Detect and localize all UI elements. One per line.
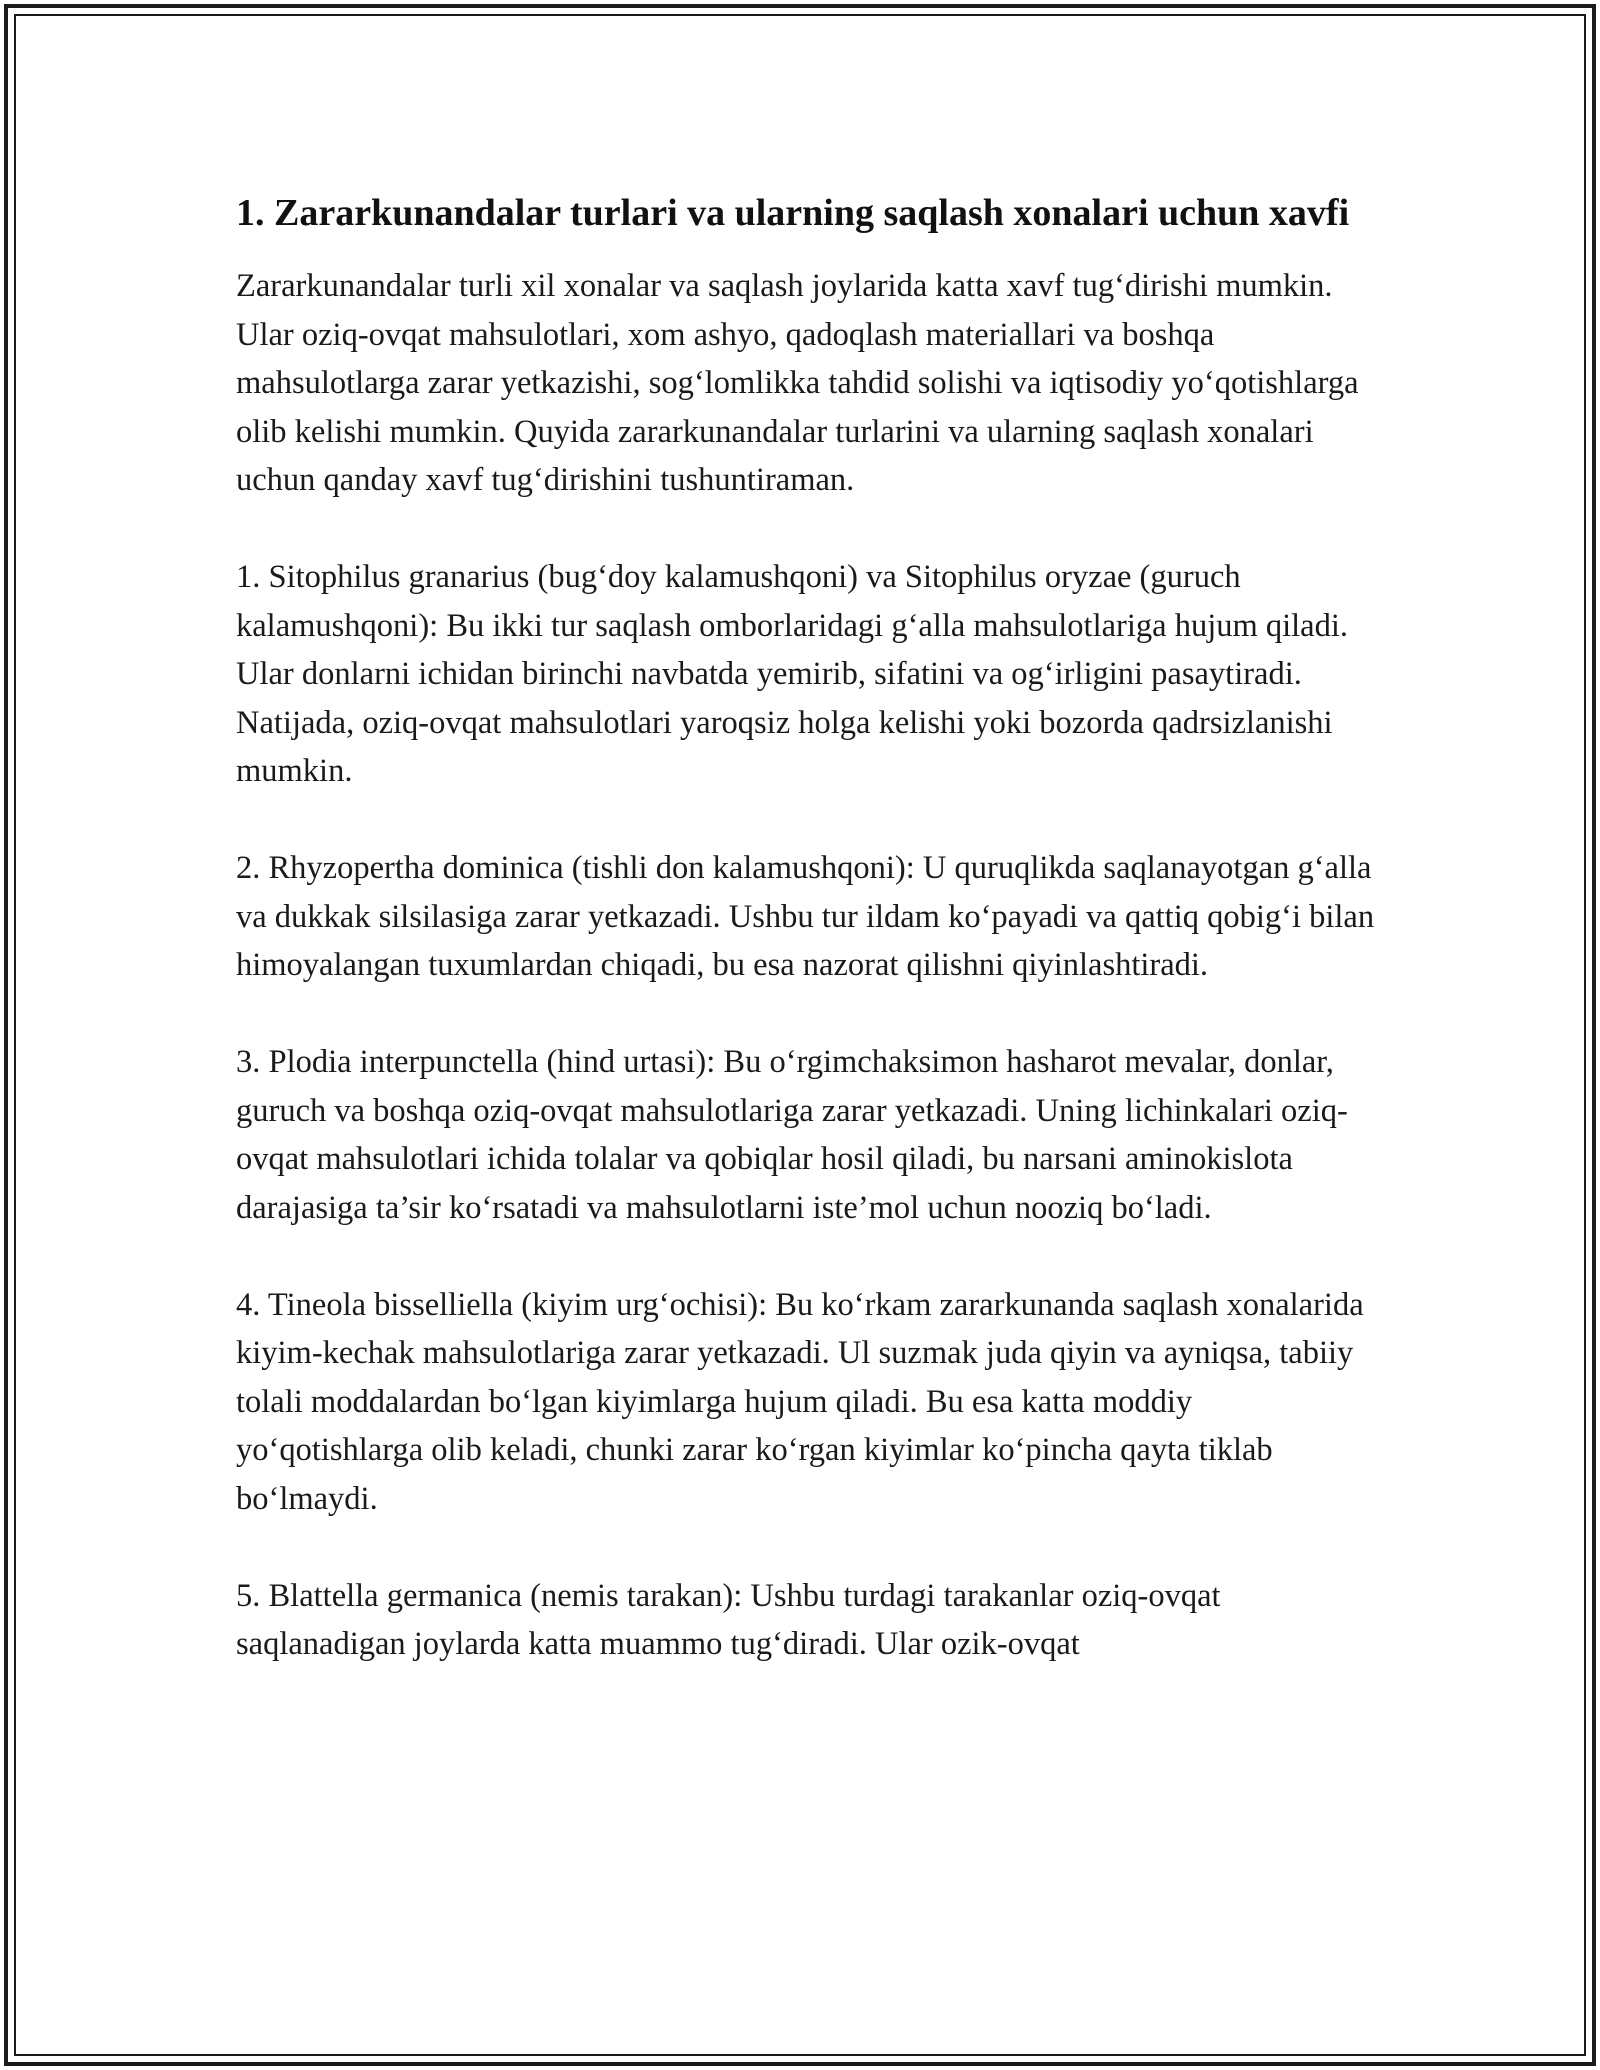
- paragraph-item-2: 2. Rhyzopertha dominica (tishli don kalamushqoni): U quruqlikda saqlanayotgan g‘alla va dukkak silsilasiga zarar yetkazadi. Ushbu tur ildam ko‘payadi va qattiq qobig‘i bilan himoyalangan tuxumlardan chiqadi, bu esa nazorat qilishni qiyinlashtiradi.: [236, 850, 1375, 983]
- paragraph-item-5: 5. Blattella germanica (nemis tarakan): Ushbu turdagi tarakanlar oziq-ovqat saqlanadigan joylarda katta muammo tug‘diradi. Ular ozik-ovqat: [236, 1577, 1221, 1662]
- paragraph-intro: Zararkunandalar turli xil xonalar va saqlash joylarida katta xavf tug‘dirishi mumkin. Ular oziq-ovqat mahsulotlari, xom ashyo, qadoqlash materiallari va boshqa mahsulotlarga zarar yetkazishi, sog‘lomlikka tahdid solishi va iqtisodiy yo‘qotishlarga olib kelishi mumkin. Quyida zararkunandalar turlarini va ularning saqlash xonalari uchun qanday xavf tug‘dirishini tushuntiraman.: [236, 268, 1359, 498]
- document-body: [236, 186, 1376, 1717]
- paragraph-item-1: 1. Sitophilus granarius (bug‘doy kalamushqoni) va Sitophilus oryzae (guruch kalamushqoni): Bu ikki tur saqlash omborlaridagi g‘alla mahsulotlariga hujum qiladi. Ular donlarni ichidan birinchi navbatda yemirib, sifatini va og‘irligini pasaytiradi. Natijada, oziq-ovqat mahsulotlari yaroqsiz holga kelishi yoki bozorda qadrsizlanishi mumkin.: [236, 559, 1349, 789]
- paragraph-item-3: 3. Plodia interpunctella (hind urtasi): Bu o‘rgimchaksimon hasharot mevalar, donlar, guruch va boshqa oziq-ovqat mahsulotlariga zarar yetkazadi. Uning lichinkalari oziq-ovqat mahsulotlari ichida tolalar va qobiqlar hosil qiladi, bu narsani aminokislota darajasiga ta’sir ko‘rsatadi va mahsulotlarni iste’mol uchun nooziq bo‘ladi.: [236, 1044, 1348, 1226]
- section-title: 1. Zararkunandalar turlari va ularning saqlash xonalari uchun xavfi: [236, 192, 1350, 234]
- paragraph-item-4: 4. Tineola bisselliella (kiyim urg‘ochisi): Bu ko‘rkam zararkunanda saqlash xonalarida kiyim-kechak mahsulotlariga zarar yetkazadi. Ul suzmak juda qiyin va ayniqsa, tabiiy tolali moddalardan bo‘lgan kiyimlarga hujum qiladi. Bu esa katta moddiy yo‘qotishlarga olib keladi, chunki zarar ko‘rgan kiyimlar ko‘pincha qayta tiklab bo‘lmaydi.: [236, 1286, 1364, 1517]
